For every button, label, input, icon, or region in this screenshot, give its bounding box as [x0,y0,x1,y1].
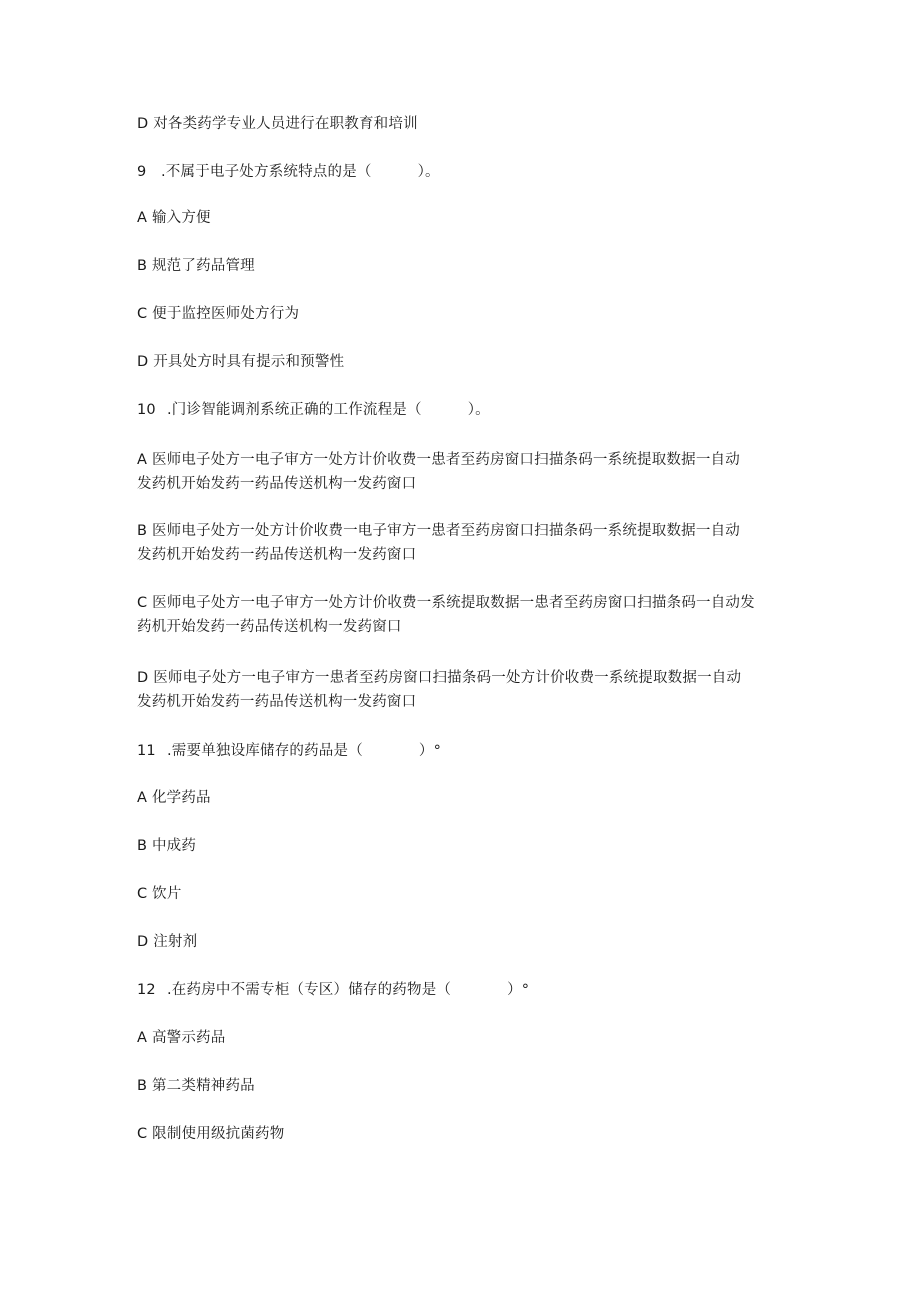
question-number: 10 [137,402,156,418]
option-text: 高警示药品 [151,1030,226,1046]
option-text: 输入方便 [151,210,211,226]
option-letter: B [137,838,148,854]
option-letter: C [137,886,148,902]
question-number: 12 [137,982,156,998]
question-text: .需要单独设库储存的药品是（ [167,743,363,759]
option-line [137,448,740,472]
question-text-end: ）。 [417,164,440,180]
question-stem [137,160,440,184]
option-line [137,1026,225,1050]
option-line [137,112,418,136]
option-letter: D [137,116,149,132]
option-letter: D [137,354,149,370]
question-text: .不属于电子处方系统特点的是（ [161,164,372,180]
option-letter: B [137,258,148,274]
option-line [137,350,344,374]
question-number: 9 [137,164,147,180]
question-stem [137,398,490,422]
option-continuation: 发药机开始发药一药品传送机构一发药窗口 [137,476,417,492]
option-letter: D [137,670,149,686]
question-text: .门诊智能调剂系统正确的工作流程是（ [167,402,422,418]
option-continuation: 发药机开始发药一药品传送机构一发药窗口 [137,694,417,710]
option-continuation: 药机开始发药一药品传送机构一发药窗口 [137,619,402,635]
option-line [137,302,299,326]
option-letter: A [137,452,148,468]
question-number: 11 [137,743,156,759]
option-line [137,1074,255,1098]
question-text-end: ）° [507,982,530,998]
option-letter: C [137,1126,148,1142]
question-stem [137,978,529,1002]
option-letter: B [137,523,148,539]
option-letter: A [137,210,148,226]
option-line [137,1122,284,1146]
option-letter: B [137,1078,148,1094]
option-letter: A [137,790,148,806]
option-text: 饮片 [152,886,182,902]
question-stem [137,739,441,763]
option-text: 医师电子处方一电子审方一处方计价收费一系统提取数据一患者至药房窗口扫描条码一自动发 [152,595,755,611]
option-letter: C [137,595,148,611]
option-line [137,254,255,278]
option-text: 便于监控医师处方行为 [152,306,300,322]
option-letter: A [137,1030,148,1046]
option-letter: D [137,934,149,950]
option-text: 医师电子处方一电子审方一患者至药房窗口扫描条码一处方计价收费一系统提取数据一自动 [153,670,742,686]
option-line [137,206,211,230]
option-line [137,519,740,543]
option-text: 对各类药学专业人员进行在职教育和培训 [153,116,418,132]
question-text: .在药房中不需专柜（专区）储存的药物是（ [167,982,452,998]
option-text: 限制使用级抗菌药物 [152,1126,285,1142]
option-letter: C [137,306,148,322]
option-text: 开具处方时具有提示和预警性 [153,354,345,370]
option-line [137,666,741,690]
option-text: 医师电子处方一电子审方一处方计价收费一患者至药房窗口扫描条码一系统提取数据一自动 [151,452,740,468]
option-text: 注射剂 [153,934,198,950]
option-line [137,591,755,615]
option-line [137,882,182,906]
option-text: 医师电子处方一处方计价收费一电子审方一患者至药房窗口扫描条码一系统提取数据一自动 [151,523,740,539]
question-text-end: ）。 [467,402,490,418]
option-line [137,834,196,858]
option-continuation: 发药机开始发药一药品传送机构一发药窗口 [137,547,417,563]
option-text: 化学药品 [151,790,211,806]
option-text: 第二类精神药品 [151,1078,255,1094]
question-text-end: ）° [418,743,442,759]
option-line [137,786,211,810]
option-line [137,930,197,954]
option-text: 规范了药品管理 [151,258,255,274]
option-text: 中成药 [151,838,197,854]
